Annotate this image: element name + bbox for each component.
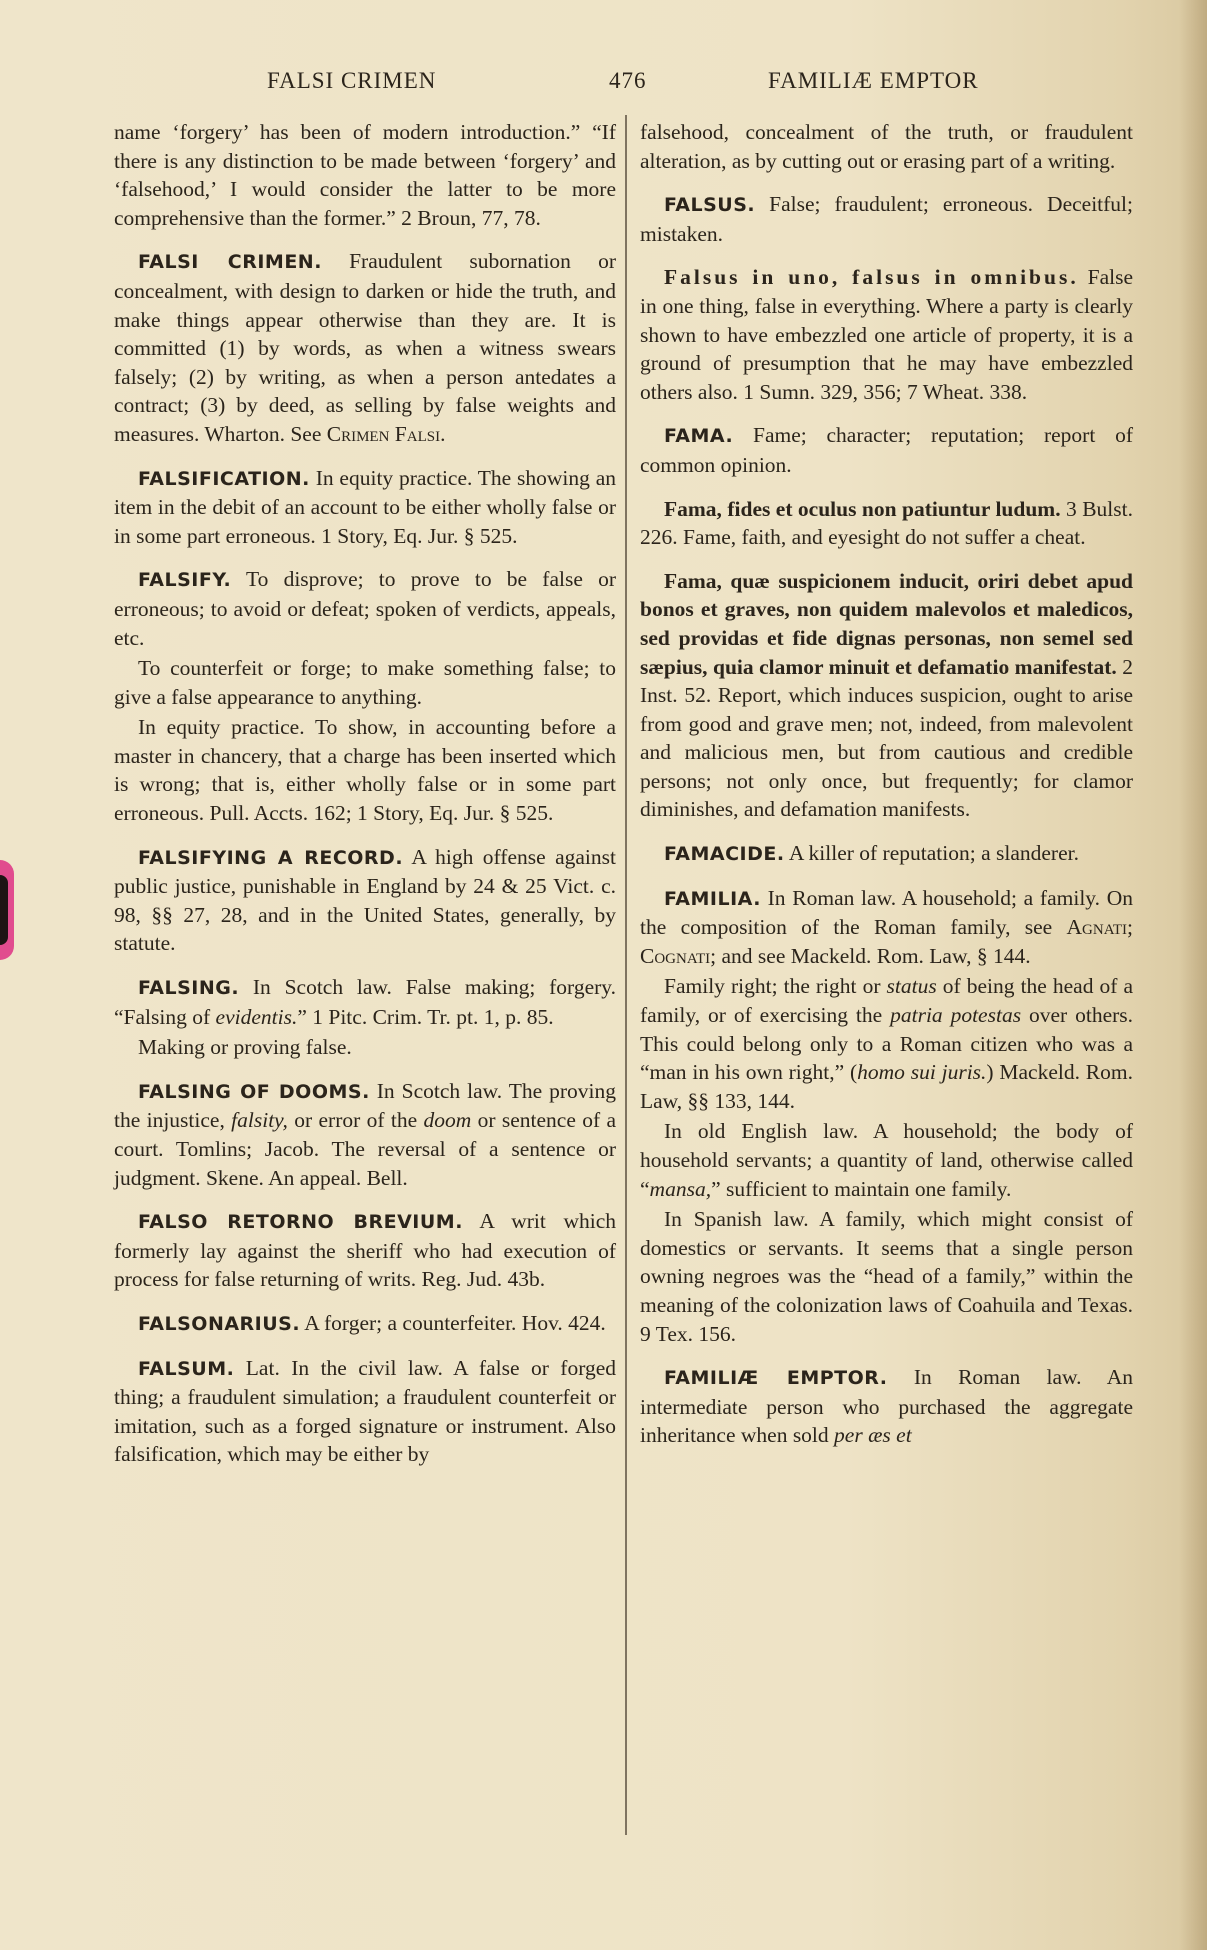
entry-text: A writ which formerly lay against the sheriff who had execution of process for false returning of writs. Reg. Jud. 43b. — [114, 1209, 616, 1292]
entry-text: ” 1 Pitc. Crim. Tr. pt. 1, p. 85. — [297, 1004, 554, 1029]
entry-text: A high offense against public justice, punishable in England by 24 & 25 Vict. c. 98, §§ 27, 28, and in the United States, generally, by statute. — [114, 844, 616, 956]
entry-text: of being the head of a family, or of exercising the — [640, 974, 1134, 1028]
page-edge-shadow — [1179, 0, 1207, 1950]
entry-text: Lat. In the civil law. A false or forged thing; a fraudulent simulation; a fraudulent counterfeit or imitation, such as a forged signature or instrument. Also falsification, which may be either by — [114, 1355, 617, 1467]
entry-text: In Roman law. An intermediate person who purchased the aggregate inheritance when sold — [640, 1365, 1133, 1448]
entry-fama-quae — [640, 567, 1133, 824]
entry-falsifying-a-record — [114, 843, 616, 958]
entry-falso-retorno-brevium — [114, 1207, 616, 1294]
entry-falsum — [114, 1354, 616, 1469]
entry-text: ” sufficient to maintain one family. — [711, 1176, 1012, 1201]
headword: FAMA. — [664, 425, 734, 448]
headword: FALSO RETORNO BREVIUM. — [138, 1211, 463, 1234]
entry-italic: homo sui juris. — [857, 1060, 987, 1085]
entry-familiae-emptor — [640, 1363, 1133, 1450]
entry-falsus — [640, 190, 1133, 248]
entry-falsification — [114, 464, 616, 551]
entry-italic: evidentis. — [215, 1004, 298, 1029]
headword: FALSING. — [138, 977, 240, 1000]
entry-famacide — [640, 839, 1133, 869]
entry-falsus-in-uno — [640, 263, 1133, 406]
entry-fama-fides — [640, 495, 1133, 552]
maxim: Falsus in uno, falsus in omnibus. — [664, 265, 1079, 290]
entry-subsense: In equity practice. To show, in accounting before a master in chancery, that a charge has been inserted which is wrong; that is, either wholly false or in some part erroneous. Pull. Accts. 162; 1 Story, Eq. Jur. § 525. — [114, 715, 616, 826]
entry-text: 2 Inst. 52. Report, which induces suspicion, ought to arise from good and grave men; not, indeed, from malevolent and malicious men, but from cautious and credible persons; not only once, but frequently; for clamor diminishes, and defamation manifests. — [640, 654, 1134, 822]
entry-falsing — [114, 973, 616, 1062]
headword: FAMILIÆ EMPTOR. — [664, 1367, 888, 1390]
entry-text: name ‘forgery’ has been of modern introduction.” “If there is any distinction to be made between ‘forgery’ and ‘falsehood,’ I would consider the latter to be more comprehensive than the former.” 2 Broun, 77, 78. — [114, 120, 616, 230]
entry-text: A killer of reputation; a slanderer. — [788, 841, 1079, 866]
entry-subsense: To counterfeit or forge; to make something false; to give a false appearance to anything. — [114, 656, 616, 709]
entry-falsonarius — [114, 1309, 616, 1339]
cross-reference: Agnati; — [1066, 915, 1134, 940]
entry-subsense: In Spanish law. A family, which might consist of domestics or servants. It seems that a single person owning negroes was the “head of a family,” within the meaning of the colonization laws of Coahuila and Texas. 9 Tex. 156. — [640, 1207, 1133, 1346]
page-number: 476 — [609, 68, 647, 93]
entry-text: In old English law. A household; the body of household servants; a quantity of land, otherwise called “ — [640, 1119, 1133, 1201]
entry-italic: per æs et — [834, 1423, 912, 1448]
entry-text: and see Mackeld. Rom. Law, § 144. — [721, 943, 1031, 968]
running-head-left: FALSI CRIMEN — [267, 68, 437, 93]
headword: FALSIFYING A RECORD. — [138, 846, 404, 869]
column-divider — [625, 115, 627, 1835]
running-head — [0, 68, 1207, 98]
entry-text: falsehood, concealment of the truth, or fraudulent alteration, as by cutting out or erasing part of a writing. — [640, 120, 1133, 173]
entry-falsi-crimen — [114, 247, 616, 448]
page-tab-marker-inner — [0, 875, 8, 945]
entry-italic: mansa, — [649, 1176, 712, 1201]
entry-italic: status — [886, 974, 937, 999]
headword: FALSONARIUS. — [138, 1312, 301, 1335]
entry-falsify — [114, 565, 616, 827]
entry-text: False; fraudulent; erroneous. Deceitful; mistaken. — [640, 192, 1134, 246]
entry-text: In Scotch law. The proving the injustice, — [114, 1078, 616, 1133]
entry-text: In Scotch law. False making; forgery. “Falsing of — [114, 975, 617, 1029]
headword: FALSIFY. — [138, 569, 232, 592]
entry-text: To disprove; to prove to be false or erroneous; to avoid or defeat; spoken of verdicts, appeals, etc. — [114, 567, 616, 650]
continuation-paragraph — [114, 118, 616, 232]
headword: FALSUS. — [664, 194, 756, 217]
entry-subsense — [640, 1117, 1133, 1203]
left-column — [114, 118, 616, 1484]
entry-text: over others. This could belong only to a Roman citizen who was a “man in his own right,” ( — [640, 1003, 1134, 1085]
maxim: Fama, fides et oculus non patiuntur ludum. — [664, 496, 1061, 521]
entry-falsing-of-dooms — [114, 1077, 616, 1192]
entry-text: 3 Bulst. 226. Fame, faith, and eyesight do not suffer a cheat. — [640, 496, 1133, 550]
entry-text: Family right; the right or — [664, 974, 881, 999]
cross-reference: Cognati; — [640, 943, 717, 968]
entry-italic: falsity, — [231, 1108, 288, 1133]
headword: FALSIFICATION. — [138, 467, 310, 490]
entry-text: or error of the — [294, 1108, 418, 1133]
right-column — [640, 118, 1133, 1465]
entry-text: A forger; a counterfeiter. Hov. 424. — [304, 1310, 606, 1335]
entry-text: or sentence of a court. Tomlins; Jacob. The reversal of a sentence or judgment. Skene. An appeal. Bell. — [114, 1108, 617, 1190]
headword: FAMILIA. — [664, 887, 761, 910]
continuation-paragraph — [640, 118, 1133, 175]
entry-text: In Roman law. A household; a family. On the composition of the Roman family, see — [640, 885, 1134, 940]
entry-italic: patria potestas — [890, 1003, 1022, 1028]
entry-text: Fame; character; reputation; report of common opinion. — [640, 423, 1133, 477]
entry-text: In equity practice. The showing an item in the debit of an account to be either wholly false or in some part erroneous. 1 Story, Eq. Jur. § 525. — [114, 465, 617, 548]
maxim: Fama, quæ suspicionem inducit, oriri debet apud bonos et graves, non quidem malevolos et maledicos, sed providas et fide dignas personas, non semel sed sæpius, quia clamor minuit et defamatio manifestat. — [640, 568, 1133, 679]
entry-subsense — [640, 972, 1133, 1115]
headword: FALSI CRIMEN. — [138, 251, 322, 274]
entry-fama — [640, 421, 1133, 479]
headword: FAMACIDE. — [664, 843, 785, 866]
entry-subsense: Making or proving false. — [138, 1035, 352, 1060]
entry-italic: doom — [423, 1108, 472, 1133]
headword: FALSING OF DOOMS. — [138, 1080, 370, 1103]
entry-text: Fraudulent subornation or concealment, with design to darken or hide the truth, and make things appear otherwise than they are. It is committed (1) by words, as when a witness swears falsely; (2) by writing, as when a person antedates a contract; (3) by deed, as selling by false weights and measures. Wharton. See — [114, 249, 616, 446]
cross-reference: Crimen Falsi. — [326, 421, 446, 446]
headword: FALSUM. — [138, 1357, 235, 1380]
entry-text: False in one thing, false in everything. Where a party is clearly shown to have embezzled one article of property, it is a ground of presumption that he may have embezzled others also. 1 Sumn. 329, 356; 7 Wheat. 338. — [640, 265, 1133, 404]
running-head-right: FAMILIÆ EMPTOR — [768, 68, 979, 93]
entry-familia — [640, 884, 1133, 1349]
entry-text: ) Mackeld. Rom. Law, §§ 133, 144. — [640, 1060, 1133, 1113]
